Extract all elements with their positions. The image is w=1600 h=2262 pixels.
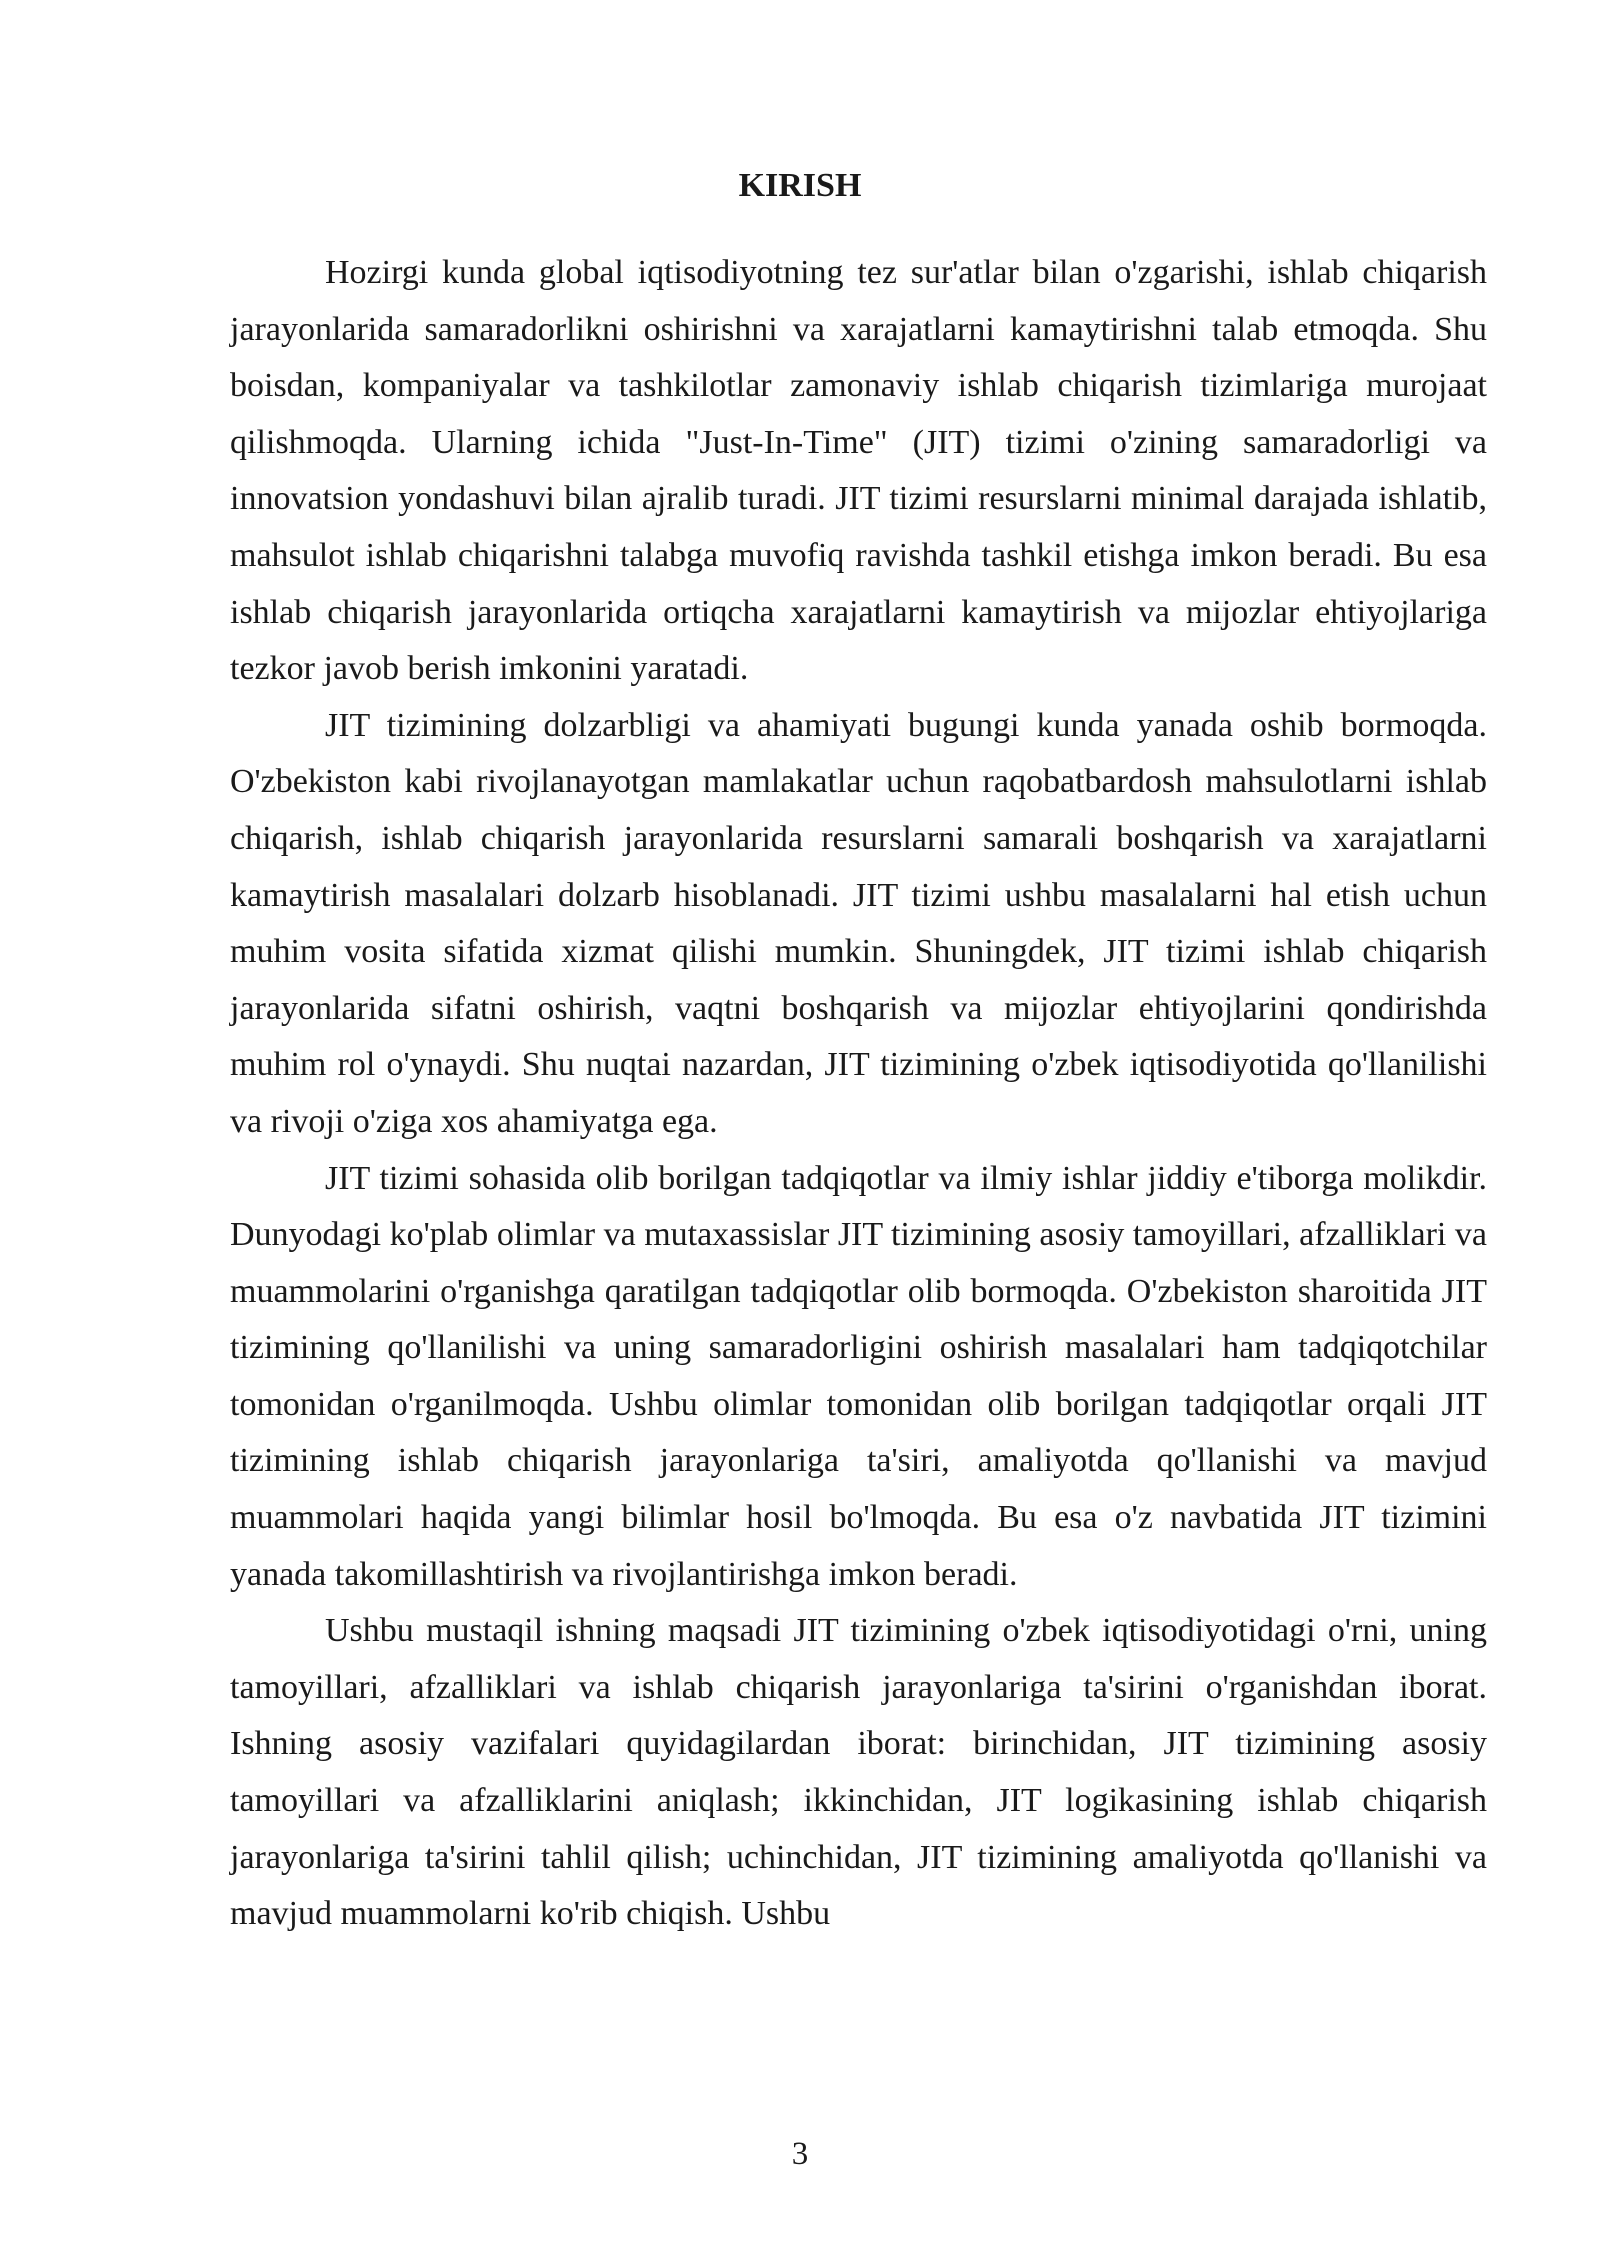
- body-text: [230, 245, 1487, 1943]
- paragraph-3: JIT tizimi sohasida olib borilgan tadqiqotlar va ilmiy ishlar jiddiy e'tiborga molikdir. Dunyodagi ko'plab olimlar va mutaxassislar JIT tizimining asosiy tamoyillari, afzalliklari va muammolarini o'rganishga qaratilgan tadqiqotlar olib bormoqda. O'zbekiston sharoitida JIT tizimining qo'llanilishi va uning samaradorligini oshirish masalalari ham tadqiqotchilar tomonidan o'rganilmoqda. Ushbu olimlar tomonidan olib borilgan tadqiqotlar orqali JIT tizimining ishlab chiqarish jarayonlariga ta'siri, amaliyotda qo'llanishi va mavjud muammolari haqida yangi bilimlar hosil bo'lmoqda. Bu esa o'z navbatida JIT tizimini yanada takomillashtirish va rivojlantirishga imkon beradi.: [230, 1159, 1487, 1593]
- paragraph-2: JIT tizimining dolzarbligi va ahamiyati bugungi kunda yanada oshib bormoqda. O'zbekiston kabi rivojlanayotgan mamlakatlar uchun raqobatbardosh mahsulotlarni ishlab chiqarish, ishlab chiqarish jarayonlarida resurslarni samarali boshqarish va xarajatlarni kamaytirish masalalari dolzarb hisoblanadi. JIT tizimi ushbu masalalarni hal etish uchun muhim vosita sifatida xizmat qilishi mumkin. Shuningdek, JIT tizimi ishlab chiqarish jarayonlarida sifatni oshirish, vaqtni boshqarish va mijozlar ehtiyojlarini qondirishda muhim rol o'ynaydi. Shu nuqtai nazardan, JIT tizimining o'zbek iqtisodiyotida qo'llanilishi va rivoji o'ziga xos ahamiyatga ega.: [230, 706, 1487, 1140]
- section-title: KIRISH: [738, 167, 862, 204]
- paragraph-4: Ushbu mustaqil ishning maqsadi JIT tizimining o'zbek iqtisodiyotidagi o'rni, uning tamoyillari, afzalliklari va ishlab chiqarish jarayonlariga ta'sirini o'rganishdan iborat. Ishning asosiy vazifalari quyidagilardan iborat: birinchidan, JIT tizimining asosiy tamoyillari va afzalliklarini aniqlash; ikkinchidan, JIT logikasining ishlab chiqarish jarayonlariga ta'sirini tahlil qilish; uchinchidan, JIT tizimining amaliyotda qo'llanishi va mavjud muammolarni ko'rib chiqish. Ushbu: [230, 1612, 1487, 1933]
- page-number: 3: [791, 2136, 809, 2172]
- paragraph-1: Hozirgi kunda global iqtisodiyotning tez sur'atlar bilan o'zgarishi, ishlab chiqarish jarayonlarida samaradorlikni oshirishni va xarajatlarni kamaytirishni talab etmoqda. Shu boisdan, kompaniyalar va tashkilotlar zamonaviy ishlab chiqarish tizimlariga murojaat qilishmoqda. Ularning ichida "Just-In-Time" (JIT) tizimi o'zining samaradorligi va innovatsion yondashuvi bilan ajralib turadi. JIT tizimi resurslarni minimal darajada ishlatib, mahsulot ishlab chiqarishni talabga muvofiq ravishda tashkil etishga imkon beradi. Bu esa ishlab chiqarish jarayonlarida ortiqcha xarajatlarni kamaytirish va mijozlar ehtiyojlariga tezkor javob berish imkonini yaratadi.: [230, 254, 1487, 688]
